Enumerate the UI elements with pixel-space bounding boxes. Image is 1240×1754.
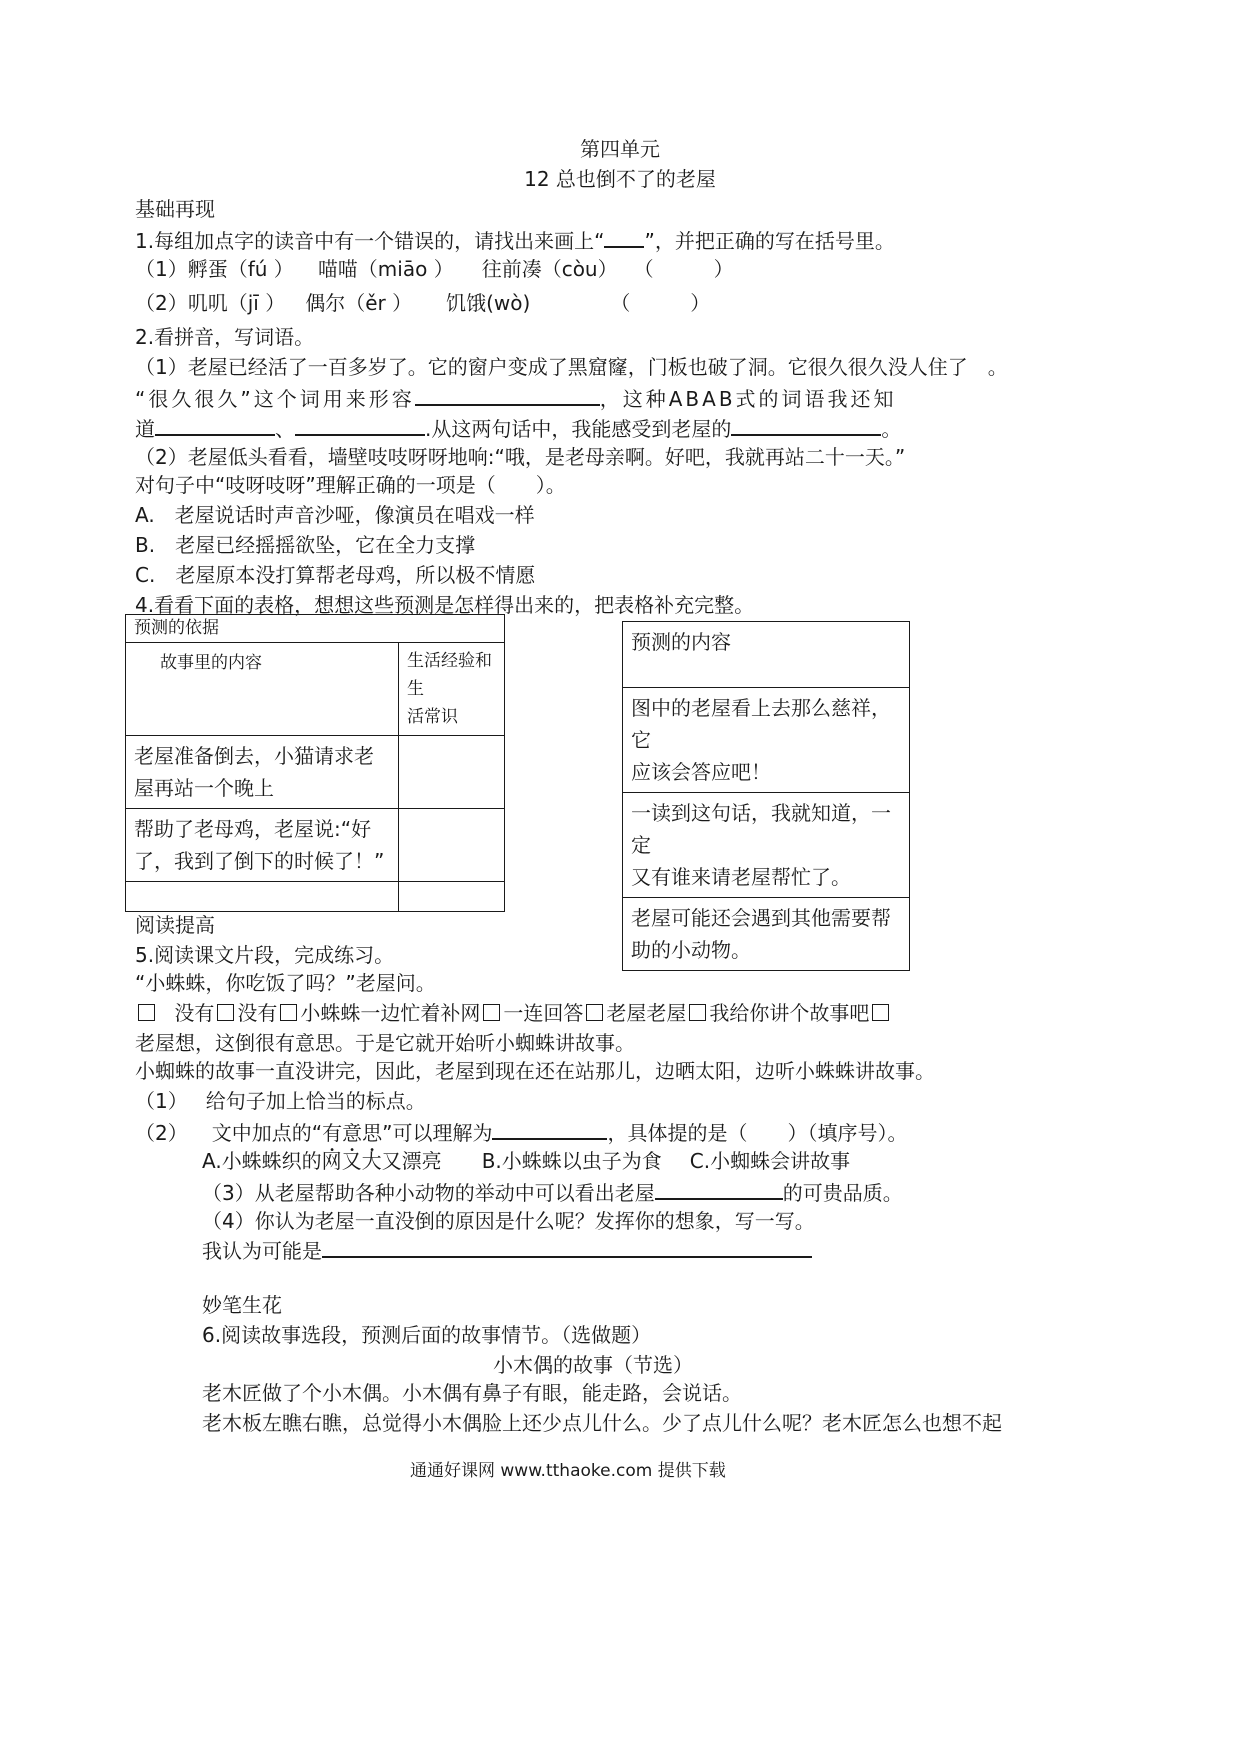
q2-p1-line1: （1）老屋已经活了一百多岁了。它的窗户变成了黑窟窿，门板也破了洞。它很久很久没人住了 。 — [135, 355, 1008, 379]
basis-row1-l1: 老屋准备倒去，小猫请求老 — [134, 744, 374, 768]
prediction-content-table — [622, 621, 910, 971]
q2-p1-line2 — [135, 384, 897, 412]
q1-row1-label: （1） — [135, 257, 188, 281]
content-row2-l2: 又有谁来请老屋帮忙了。 — [631, 865, 851, 889]
q1-prompt — [135, 226, 895, 254]
q5-sub3-b: 的可贵品质。 — [782, 1181, 903, 1205]
q2-p1-line3 — [135, 414, 901, 442]
punct-box[interactable] — [586, 1004, 603, 1021]
q5-passage-line2 — [135, 1000, 892, 1026]
basis-row3-story-cell[interactable] — [126, 882, 399, 912]
content-row2-l1: 一读到这句话，我就知道，一定 — [631, 801, 891, 857]
q1-row1 — [135, 256, 734, 282]
basis-row2-l1: 帮助了老母鸡，老屋说:“好 — [134, 817, 372, 841]
unit-title: 第四单元 — [580, 137, 660, 161]
basis-row1-story — [126, 736, 399, 809]
q5-sub4-answer-label: 我认为可能是 — [202, 1239, 322, 1263]
punct-box[interactable] — [689, 1004, 706, 1021]
punct-box[interactable] — [138, 1004, 155, 1021]
q4-title: 4.看看下面的表格，想想这些预测是怎样得出来的，把表格补充完整。 — [135, 593, 755, 617]
q2-option-a[interactable]: A. 老屋说话时声音沙哑，像演员在唱戏一样 — [135, 503, 535, 527]
q2-p1-line3-d: 。 — [881, 417, 902, 441]
q5-part6: 我给你讲个故事吧 — [709, 1001, 870, 1025]
q5-sub2-a: 文中加点的“ — [211, 1121, 323, 1145]
q2-title: 2.看拼音，写词语。 — [135, 325, 315, 349]
basis-col-experience-l2: 活常识 — [407, 707, 458, 727]
q5-part1: 没有 — [174, 1001, 215, 1025]
punct-box[interactable] — [217, 1004, 234, 1021]
q2-p1-line3-c: .从这两句话中，我能感受到老屋的 — [425, 417, 732, 441]
q5-sub2-option-b[interactable]: B.小蛛蛛以虫子为食 — [481, 1149, 662, 1173]
q6-story-line2: 老木板左瞧右瞧，总觉得小木偶脸上还少点儿什么。少了点儿什么呢？老木匠怎么也想不起 — [202, 1411, 1002, 1435]
q2-blank-word1[interactable] — [155, 414, 275, 436]
q1-prompt-a: 1.每组加点字的读音中有一个错误的，请找出来画上“ — [135, 229, 605, 253]
basis-col-experience-l1: 生活经验和生 — [407, 651, 492, 699]
basis-row3-experience-cell[interactable] — [399, 882, 505, 912]
section-basic-heading: 基础再现 — [135, 197, 215, 221]
q2-p1-line3-b: 、 — [275, 417, 295, 441]
q5-sub2-label: （2） — [135, 1121, 188, 1145]
basis-row2-l2: 了，我到了倒下的时候了！” — [134, 849, 385, 873]
q5-sub4-answer-line[interactable] — [322, 1236, 812, 1258]
q5-sub2-b: ”可以理解为 — [382, 1121, 493, 1145]
q5-passage-line3: 老屋想，这倒很有意思。于是它就开始听小蜘蛛讲故事。 — [135, 1031, 635, 1055]
q6-story-title: 小木偶的故事（节选） — [493, 1353, 693, 1377]
punct-box[interactable] — [483, 1004, 500, 1021]
q1-row2-word1: 叽叽（jī ） — [187, 291, 286, 315]
q5-sub1-label: （1） — [135, 1089, 188, 1113]
q1-row2-word2: 偶尔（ěr ） — [305, 291, 413, 315]
q6-title: 6.阅读故事选段，预测后面的故事情节。（选做题） — [202, 1323, 652, 1347]
q5-part5: 老屋老屋 — [606, 1001, 687, 1025]
page-footer: 通通好课网 www.tthaoke.com 提供下载 — [410, 1461, 726, 1481]
content-row3-l2: 助的小动物。 — [631, 938, 751, 962]
content-row1 — [623, 688, 910, 793]
q5-part2: 没有 — [237, 1001, 278, 1025]
q5-sub2-c: ，具体提的是（ ）（填序号）。 — [607, 1121, 908, 1145]
q5-sub2-blank[interactable] — [492, 1118, 607, 1140]
q5-sub2-options — [202, 1148, 850, 1174]
q5-sub1-text: 给句子加上恰当的标点。 — [205, 1089, 426, 1113]
q2-blank-describe[interactable] — [415, 384, 600, 406]
q1-row2-label: （2） — [135, 291, 188, 315]
q1-underline-sample — [604, 226, 644, 248]
q5-sub3-a: （3）从老屋帮助各种小动物的举动中可以看出老屋 — [202, 1181, 655, 1205]
content-header: 预测的内容 — [623, 622, 910, 688]
section-reading-heading: 阅读提高 — [135, 913, 215, 937]
section-writing-heading: 妙笔生花 — [202, 1293, 282, 1317]
q5-sub3 — [202, 1178, 903, 1206]
q2-p1-line2-a: “很久很久”这个词用来形容 — [135, 387, 415, 411]
q1-row1-answer-paren[interactable]: （ ） — [633, 257, 734, 281]
q5-passage-line1: “小蛛蛛，你吃饭了吗？”老屋问。 — [135, 971, 436, 995]
q5-sub4: （4）你认为老屋一直没倒的原因是什么呢？发挥你的想象，写一写。 — [202, 1209, 815, 1233]
content-row3-l1: 老屋可能还会遇到其他需要帮 — [631, 906, 891, 930]
prediction-basis-table — [125, 614, 505, 912]
q2-option-b[interactable]: B. 老屋已经摇摇欲坠，它在全力支撑 — [135, 533, 476, 557]
q1-row2-answer-paren[interactable]: （ ） — [610, 291, 711, 315]
q5-sub4-answer — [202, 1236, 812, 1264]
punct-box[interactable] — [280, 1004, 297, 1021]
q1-row1-word2: 喵喵（miāo ） — [317, 257, 454, 281]
q1-prompt-b: ”，并把正确的写在括号里。 — [644, 229, 895, 253]
basis-col-story: 故事里的内容 — [126, 643, 399, 736]
q2-blank-word2[interactable] — [295, 414, 425, 436]
q2-p1-line3-a: 道 — [135, 417, 155, 441]
q2-p1-line2-b: ，这种ABAB式的词语我还知 — [599, 387, 897, 411]
q1-row2-word3: 饥饿(wò) — [446, 291, 531, 315]
content-row2 — [623, 793, 910, 898]
q2-option-c[interactable]: C. 老屋原本没打算帮老母鸡，所以极不情愿 — [135, 563, 536, 587]
punct-box[interactable] — [872, 1004, 889, 1021]
q2-p2-line2: 对句子中“吱呀吱呀”理解正确的一项是（ ）。 — [135, 473, 566, 497]
basis-row2-story — [126, 809, 399, 882]
q5-passage-line4: 小蜘蛛的故事一直没讲完，因此，老屋到现在还在站那儿，边晒太阳，边听小蛛蛛讲故事。 — [135, 1059, 935, 1083]
q2-blank-feeling[interactable] — [731, 414, 881, 436]
lesson-title: 12 总也倒不了的老屋 — [524, 167, 716, 191]
q5-title: 5.阅读课文片段，完成练习。 — [135, 943, 395, 967]
q5-part3: 小蛛蛛一边忙着补网 — [300, 1001, 481, 1025]
q5-part4: 一连回答 — [503, 1001, 584, 1025]
q5-sub1 — [135, 1088, 426, 1114]
basis-col-experience — [399, 643, 505, 736]
q1-row2 — [135, 290, 710, 316]
q5-sub2-dotted-word: 有意思 — [322, 1121, 383, 1145]
q1-row1-word3: 往前凑（còu） — [481, 257, 618, 281]
q5-sub3-blank[interactable] — [655, 1178, 783, 1200]
basis-row1-l2: 屋再站一个晚上 — [134, 776, 274, 800]
q5-sub2-option-a[interactable]: A.小蛛蛛织的网又大又漂亮 — [202, 1149, 442, 1173]
content-row1-l2: 应该会答应吧！ — [631, 760, 771, 784]
q2-p2-line1: （2）老屋低头看看，墙壁吱吱呀呀地响:“哦，是老母亲啊。好吧，我就再站二十一天。” — [135, 445, 906, 469]
content-row3 — [623, 898, 910, 971]
content-row1-l1: 图中的老屋看上去那么慈祥，它 — [631, 696, 891, 752]
basis-row1-experience-cell[interactable] — [399, 736, 505, 809]
q5-sub2-option-c[interactable]: C.小蜘蛛会讲故事 — [689, 1149, 851, 1173]
q1-row1-word1: 孵蛋（fú ） — [187, 257, 294, 281]
basis-row2-experience-cell[interactable] — [399, 809, 505, 882]
basis-header: 预测的依据 — [126, 615, 505, 643]
q6-story-line1: 老木匠做了个小木偶。小木偶有鼻子有眼，能走路，会说话。 — [202, 1381, 742, 1405]
